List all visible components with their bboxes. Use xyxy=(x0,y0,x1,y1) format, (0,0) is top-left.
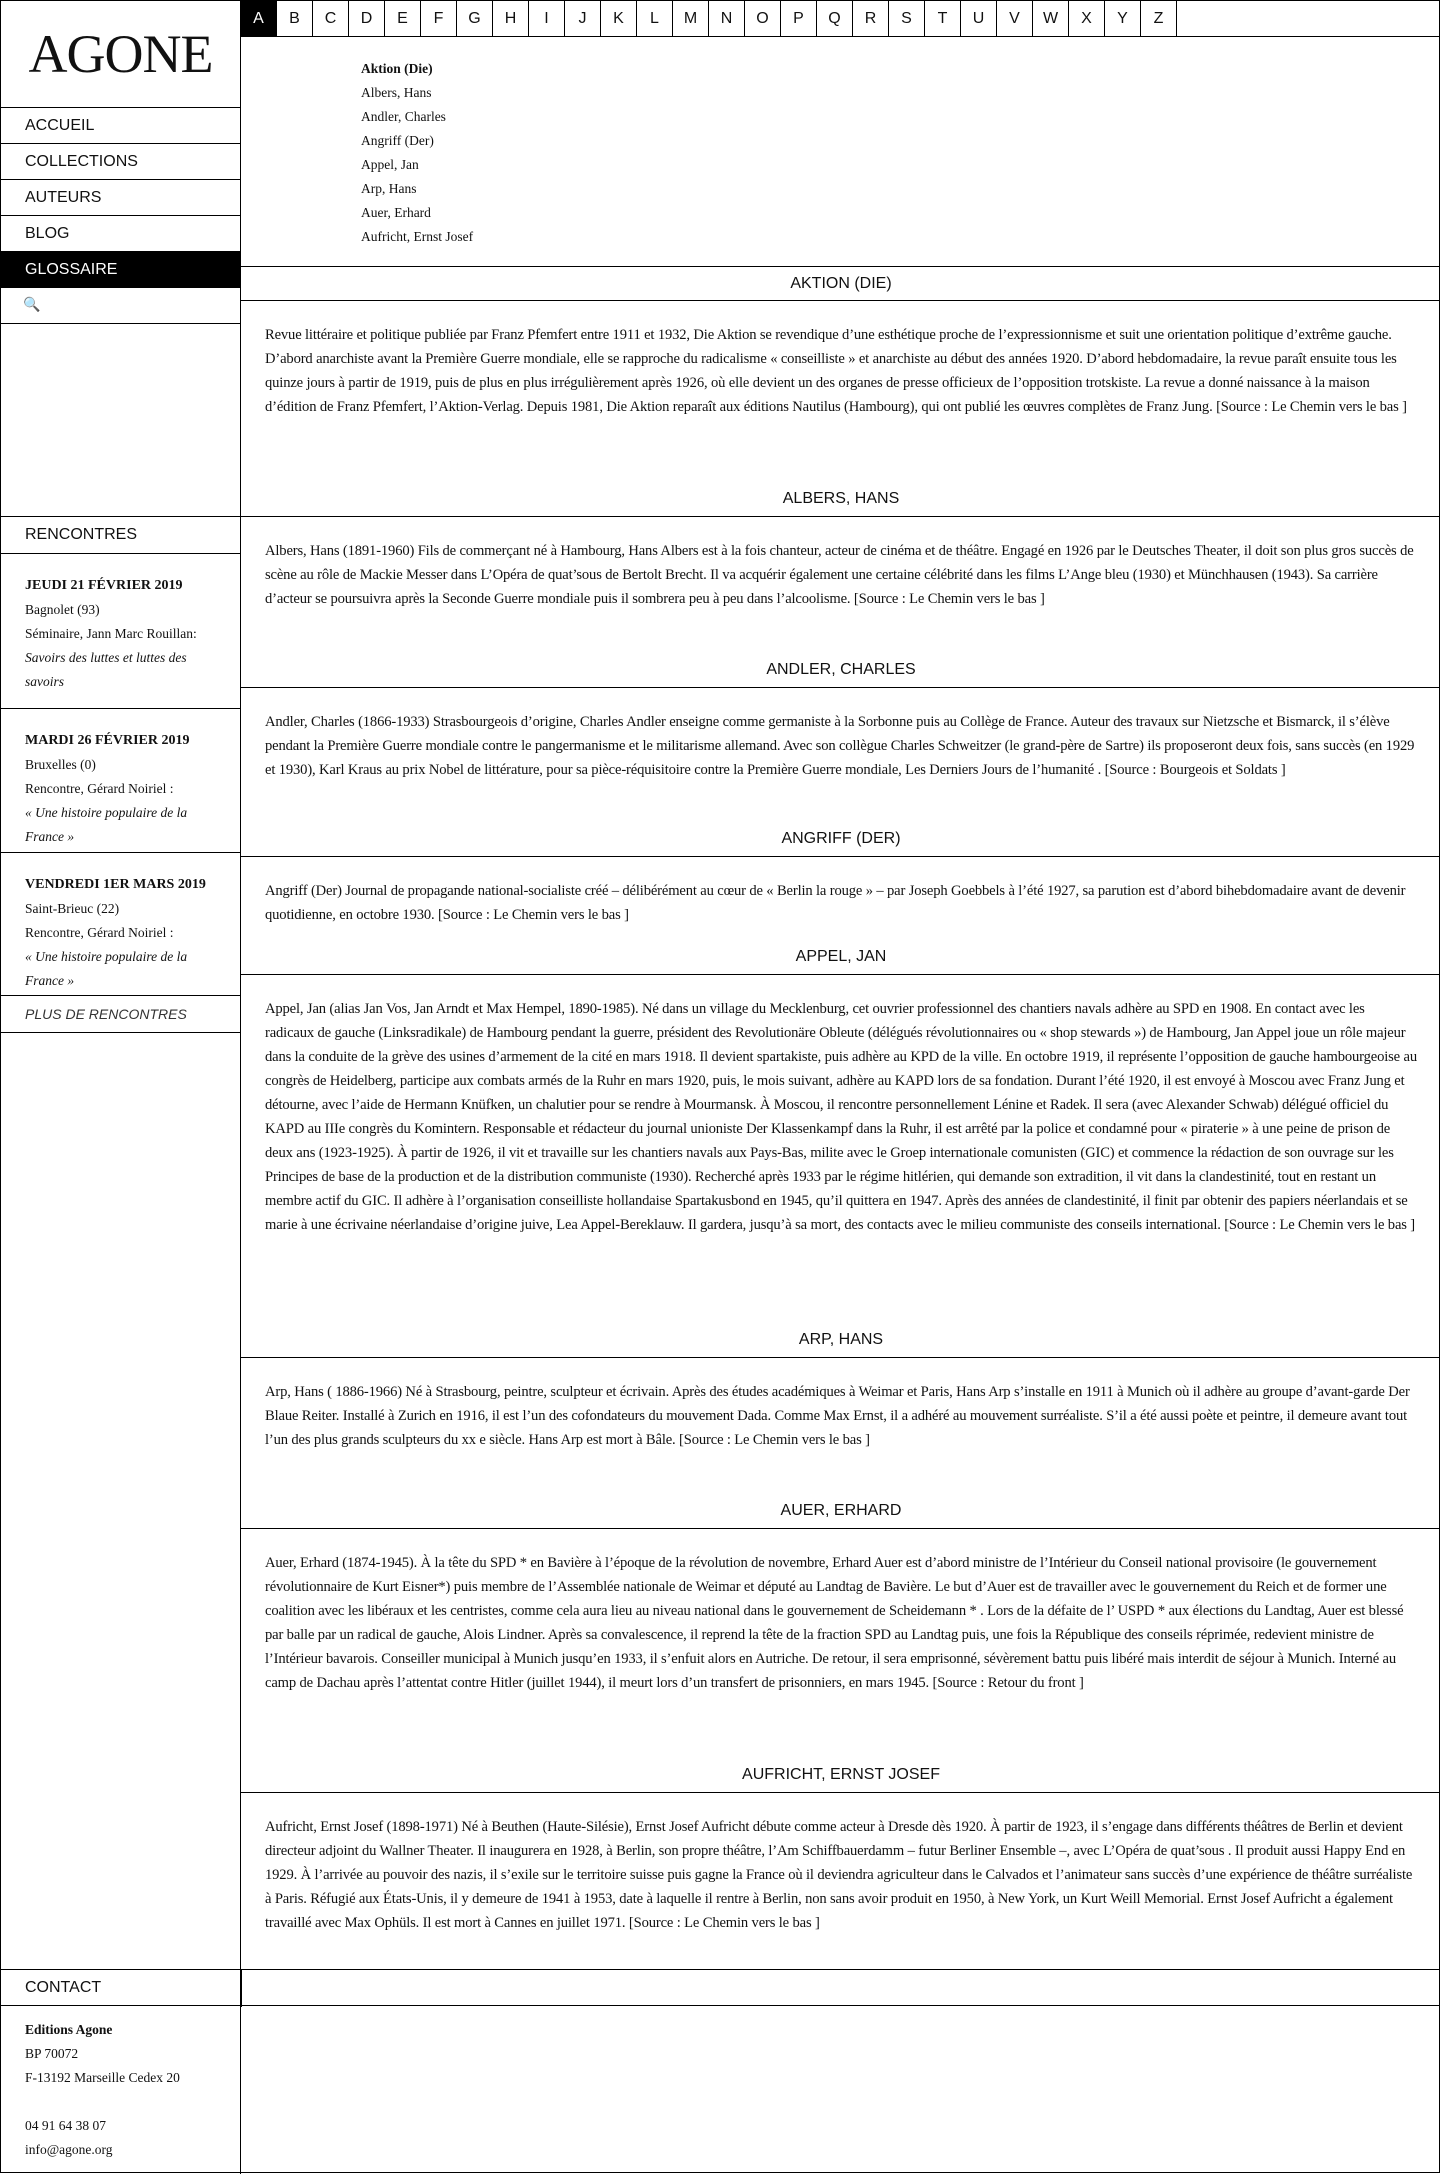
event-place: Saint-Brieuc (22) xyxy=(25,901,120,916)
letter-tab-b[interactable]: B xyxy=(277,1,313,37)
index-link[interactable]: Aufricht, Ernst Josef xyxy=(361,229,474,244)
letter-tab-f[interactable]: F xyxy=(421,1,457,37)
entry-heading: AKTION (DIE) xyxy=(241,266,1440,301)
index-link[interactable]: Appel, Jan xyxy=(361,157,419,172)
entry-text: Revue littéraire et politique publiée par Franz Pfemfert entre 1911 et 1932, Die Aktion se revendique d’une esthétique proche de l’expressionnisme et suit une orientation politique d’extrême gauche. D’abord anarchiste avant la Première Guerre mondiale, elle se rapproche du radicalisme « conseilliste » et anarchiste au début des années 1920. D’abord hebdomadaire, la revue paraît ensuite tous les quinze jours à partir de 1919, puis de plus en plus irrégulièrement après 1926, où elle devient un des organes de presse officieux de l’opposition trotskiste. La revue a donné naissance à la maison d’édition de Franz Pfemfert, l’Aktion-Verlag. Depuis 1981, Die Aktion reparaît aux éditions Nautilus (Hambourg), qui ont publié les œuvres complètes de Franz Jung. [Source : Le Chemin vers le bas ] xyxy=(265,327,1407,415)
contact-address-line: F-13192 Marseille Cedex 20 xyxy=(25,2070,180,2085)
letter-tab-c[interactable]: C xyxy=(313,1,349,37)
index-link[interactable]: Auer, Erhard xyxy=(361,205,431,220)
letter-tab-a[interactable]: A xyxy=(241,1,277,37)
entry-heading: ANDLER, CHARLES xyxy=(241,653,1440,688)
letter-tab-m[interactable]: M xyxy=(673,1,709,37)
contact-name: Editions Agone xyxy=(25,2022,113,2037)
letter-tab-h[interactable]: H xyxy=(493,1,529,37)
nav-item-glossaire[interactable]: GLOSSAIRE xyxy=(1,252,240,288)
letter-tab-u[interactable]: U xyxy=(961,1,997,37)
letter-tab-x[interactable]: X xyxy=(1069,1,1105,37)
letter-tab-s[interactable]: S xyxy=(889,1,925,37)
event-date: JEUDI 21 FÉVRIER 2019 xyxy=(25,578,183,593)
entry-heading: ALBERS, HANS xyxy=(241,482,1440,517)
contact-email[interactable]: info@agone.org xyxy=(25,2142,113,2157)
event-item[interactable] xyxy=(1,709,241,853)
event-place: Bagnolet (93) xyxy=(25,602,100,617)
event-title: « Une histoire populaire de la France » xyxy=(25,949,188,988)
nav-item-auteurs[interactable]: AUTEURS xyxy=(1,180,240,216)
entry-heading: AUER, ERHARD xyxy=(241,1494,1440,1529)
entry-heading: AUFRICHT, ERNST JOSEF xyxy=(241,1758,1440,1793)
entry-text: Arp, Hans ( 1886-1966) Né à Strasbourg, peintre, sculpteur et écrivain. Après des études académiques à Weimar et Paris, Hans Arp s’installe en 1911 à Munich où il adhère au groupe d’avant-garde Der Blaue Reiter. Installé à Zurich en 1916, il est l’un des cofondateurs du mouvement Dada. Comme Max Ernst, il a adhéré au mouvement surréaliste. S’il a été aussi poète et peintre, il demeure avant tout l’un des plus grands sculpteurs du xx e siècle. Hans Arp est mort à Bâle. [Source : Le Chemin vers le bas ] xyxy=(265,1384,1410,1448)
contact-address-line: BP 70072 xyxy=(25,2046,79,2061)
event-title: « Une histoire populaire de la France » xyxy=(25,805,188,844)
glossary-index xyxy=(361,57,473,249)
entry-heading: ARP, HANS xyxy=(241,1323,1440,1358)
event-item[interactable] xyxy=(1,554,241,709)
letter-tab-g[interactable]: G xyxy=(457,1,493,37)
nav-item-accueil[interactable]: ACCUEIL xyxy=(1,108,240,144)
event-item[interactable] xyxy=(1,853,241,996)
event-date: MARDI 26 FÉVRIER 2019 xyxy=(25,733,190,748)
index-link[interactable]: Aktion (Die) xyxy=(361,61,433,76)
letter-tab-y[interactable]: Y xyxy=(1105,1,1141,37)
letter-tab-w[interactable]: W xyxy=(1033,1,1069,37)
entry-text: Auer, Erhard (1874-1945). À la tête du SPD * en Bavière à l’époque de la révolution de novembre, Erhard Auer est d’abord ministre de l’Intérieur du Conseil national provisoire (le gouvernement révolutionnaire de Kurt Eisner*) puis membre de l’Assemblée nationale de Weimar et député au Landtag de Bavière. Le but d’Auer est de travailler avec le gouvernement du Reich et de former une coalition avec les libéraux et les centristes, comme cela aura lieu au niveau national dans le gouvernement de Scheidemann * . Lors de la défaite de l’ USPD * aux élections du Landtag, Auer est blessé par balle par un radical de gauche, Alois Lindner. Après sa convalescence, il reprend la tête de la fraction SPD au Landtag puis, une fois la République des conseils réprimée, redevient ministre de l’Intérieur bavarois. Conseiller municipal à Munich jusqu’en 1933, il s’enfuit alors en Autriche. De retour, il sera emprisonné, sévèrement battu puis libéré mais interdit de séjour à Munich. Interné au camp de Dachau après l’attentat contre Hitler (juillet 1944), il meurt lors d’un transfert de prisonniers, en mars 1945. [Source : Retour du front ] xyxy=(265,1555,1404,1691)
contact-phone: 04 91 64 38 07 xyxy=(25,2118,106,2133)
entry-text: Albers, Hans (1891-1960) Fils de commerçant né à Hambourg, Hans Albers est à la fois chanteur, acteur de cinéma et de théâtre. Engagé en 1926 par le Deutsches Theater, il doit son plus gros succès de scène au rôle de Mackie Messer dans L’Opéra de quat’sous de Bertolt Brecht. Il va acquérir également une certaine célébrité dans les films L’Ange bleu (1930) et Münchhausen (1943). Sa carrière d’acteur se poursuivra après la Seconde Guerre mondiale puis il sombrera peu à peu dans l’alcoolisme. [Source : Le Chemin vers le bas ] xyxy=(265,543,1414,607)
nav-item-collections[interactable]: COLLECTIONS xyxy=(1,144,240,180)
contact-heading: CONTACT xyxy=(25,1979,102,1996)
entry-text: Aufricht, Ernst Josef (1898-1971) Né à Beuthen (Haute-Silésie), Ernst Josef Aufricht débute comme acteur à Dresde dès 1920. À partir de 1923, il s’engage dans différents théâtres de Berlin et devient directeur adjoint du Wallner Theater. Il inaugurera en 1928, à Berlin, son propre théâtre, l’Am Schiffbauerdamm – futur Berliner Ensemble –, avec L’Opéra de quat’sous . Il produit aussi Happy End en 1929. À l’arrivée au pouvoir des nazis, il s’exile sur le territoire suisse puis gagne la France où il deviendra agriculteur dans le Calvados et l’animateur sans succès d’une expérience de théâtre surréaliste à Paris. Réfugié aux États-Unis, il y demeure de 1941 à 1953, date à laquelle il rentre à Berlin, non sans avoir produit en 1950, à New York, un Kurt Weill Memorial. Ernst Josef Aufricht a également travaillé avec Max Ophüls. Il est mort à Cannes en juillet 1971. [Source : Le Chemin vers le bas ] xyxy=(265,1819,1413,1931)
search-icon: 🔍 xyxy=(23,298,41,313)
letter-tab-d[interactable]: D xyxy=(349,1,385,37)
letter-tab-t[interactable]: T xyxy=(925,1,961,37)
contact-heading-row xyxy=(1,1969,1440,2006)
event-description: Rencontre, Gérard Noiriel : xyxy=(25,781,174,796)
event-description: Séminaire, Jann Marc Rouillan: xyxy=(25,626,197,641)
letter-tab-o[interactable]: O xyxy=(745,1,781,37)
index-link[interactable]: Angriff (Der) xyxy=(361,133,434,148)
index-link[interactable]: Albers, Hans xyxy=(361,85,432,100)
entry-text: Andler, Charles (1866-1933) Strasbourgeois d’origine, Charles Andler enseigne comme germaniste à la Sorbonne puis au Collège de France. Auteur des travaux sur Nietzsche et Bismarck, il s’élève pendant la Première Guerre mondiale contre le pangermanisme et le militarisme allemand. Avec son collègue Charles Schweitzer (le grand-père de Sartre) ils proposeront deux fois, sans succès (en 1929 et 1930), Karl Kraus au prix Nobel de littérature, pour sa pièce-réquisitoire contre la Première Guerre mondiale, Les Derniers Jours de l’humanité . [Source : Bourgeois et Soldats ] xyxy=(265,714,1415,778)
entry-heading: ANGRIFF (DER) xyxy=(241,822,1440,857)
letter-tab-l[interactable]: L xyxy=(637,1,673,37)
entry-text: Appel, Jan (alias Jan Vos, Jan Arndt et Max Hempel, 1890-1985). Né dans un village du Mecklenburg, cet ouvrier professionnel des chantiers navals adhère au SPD en 1908. En contact avec les radicaux de gauche (Linksradikale) de Hambourg pendant la guerre, président des Revolutionäre Obleute (délégués révolutionnaires ou « shop stewards ») de Hambourg, Jan Appel joue un rôle majeur dans la conduite de la grève des usines d’armement de la cité en mars 1918. Il devient spartakiste, puis adhère au KPD de la ville. En octobre 1919, il représente l’opposition de gauche hambourgeoise au congrès de Heidelberg, participe aux combats armés de la Ruhr en mars 1920, puis, le mois suivant, adhère au KAPD lors de sa fondation. Durant l’été 1920, il est envoyé à Moscou avec Franz Jung et détourne, avec l’aide de Hermann Knüfken, un chalutier pour se rendre à Mourmansk. À Moscou, il rencontre personnellement Lénine et Radek. Il sera (avec Alexander Schwab) délégué officiel du KAPD au IIIe congrès du Komintern. Responsable et rédacteur du journal unioniste Der Klassenkampf dans la Ruhr, il est arrêté par la police et condamné pour « piraterie » à une peine de prison de deux ans (1923-1925). À partir de 1926, il vit et travaille sur les chantiers navals aux Pays-Bas, milite avec le Groep internationale comunisten (GIC) et commence la rédaction de son ouvrage sur les Principes de base de la production et de la distribution communiste (1930). Recherché après 1933 par le régime hitlérien, qui demande son extradition, il vit dans la clandestinité, tout en restant un membre actif du GIC. Il adhère à l’organisation conseilliste hollandaise Spartakusbond en 1945, qu’il quittera en 1947. Après des années de clandestinité, il finit par obtenir des papiers néerlandais et se marie à une écrivaine néerlandaise d’origine juive, Lea Appel-Bereklauw. Il gardera, jusqu’à sa mort, des contacts avec le milieu communiste des conseils international. [Source : Le Chemin vers le bas ] xyxy=(265,1001,1417,1233)
letter-tab-z[interactable]: Z xyxy=(1141,1,1177,37)
agone-logo[interactable] xyxy=(1,1,240,108)
event-date: VENDREDI 1ER MARS 2019 xyxy=(25,877,206,892)
letter-tab-i[interactable]: I xyxy=(529,1,565,37)
letter-tab-p[interactable]: P xyxy=(781,1,817,37)
letter-tab-k[interactable]: K xyxy=(601,1,637,37)
entry-heading: APPEL, JAN xyxy=(241,940,1440,975)
letter-tab-j[interactable]: J xyxy=(565,1,601,37)
more-rencontres-link[interactable]: PLUS DE RENCONTRES xyxy=(1,996,241,1033)
letter-tab-e[interactable]: E xyxy=(385,1,421,37)
letter-tab-q[interactable]: Q xyxy=(817,1,853,37)
alphabet-nav xyxy=(241,1,1440,37)
entry-text: Angriff (Der) Journal de propagande national-socialiste créé – délibérément au cœur de « Berlin la rouge » – par Joseph Goebbels à l’été 1927, sa parution est d’abord bihebdomadaire avant de devenir quotidienne, en octobre 1930. [Source : Le Chemin vers le bas ] xyxy=(265,883,1406,923)
letter-tab-r[interactable]: R xyxy=(853,1,889,37)
glossary-entries xyxy=(241,266,1440,1974)
search-button[interactable] xyxy=(1,288,240,324)
event-place: Bruxelles (0) xyxy=(25,757,96,772)
logo-text: AGONE xyxy=(28,24,213,84)
index-link[interactable]: Arp, Hans xyxy=(361,181,417,196)
index-link[interactable]: Andler, Charles xyxy=(361,109,446,124)
rencontres-heading: RENCONTRES xyxy=(1,516,241,554)
nav-item-blog[interactable]: BLOG xyxy=(1,216,240,252)
letter-tab-v[interactable]: V xyxy=(997,1,1033,37)
letter-tab-n[interactable]: N xyxy=(709,1,745,37)
contact-info xyxy=(1,2006,241,2174)
event-title: Savoirs des luttes et luttes des savoirs xyxy=(25,650,187,689)
event-description: Rencontre, Gérard Noiriel : xyxy=(25,925,174,940)
sidebar xyxy=(1,1,241,2174)
